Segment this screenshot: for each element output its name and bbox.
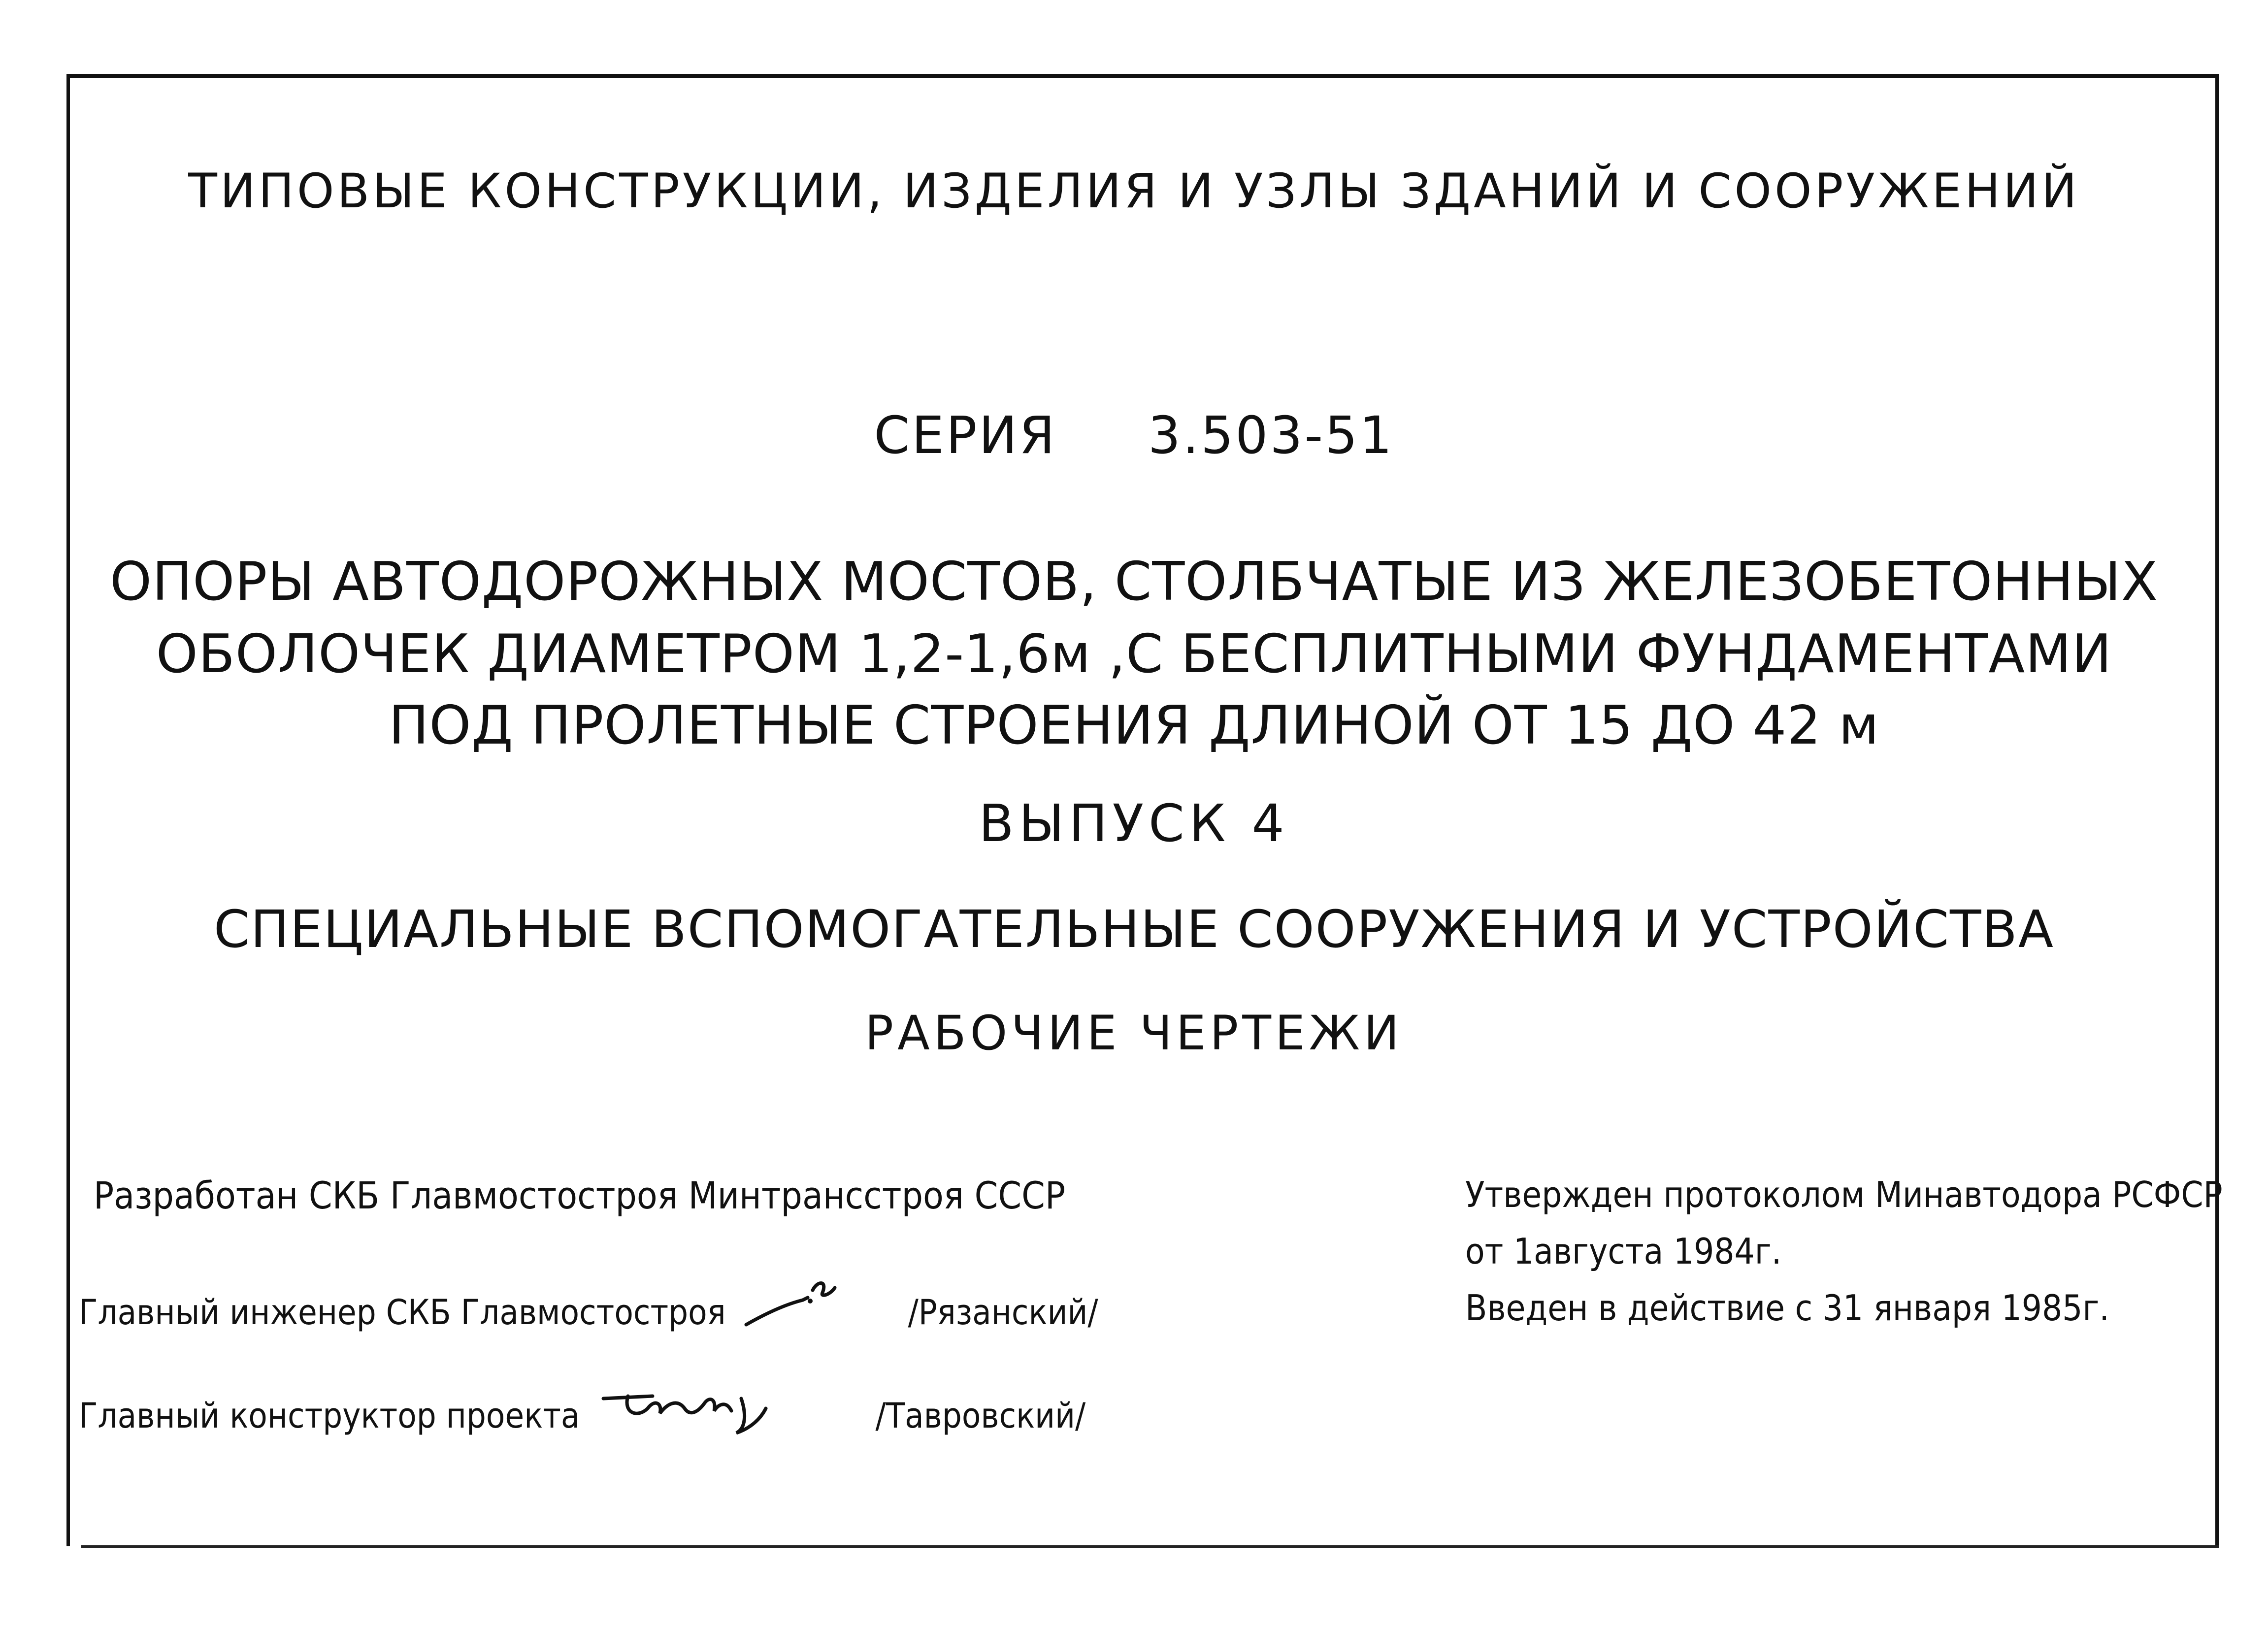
series-number: 3.503-51 xyxy=(1148,405,1394,465)
frame-bottom-border xyxy=(81,1545,2219,1548)
chief-engineer-line xyxy=(79,1292,1098,1333)
approval-line-2: от 1августа 1984г. xyxy=(1465,1231,1782,1272)
approval-line-3: Введен в действие с 31 января 1985г. xyxy=(1465,1287,2109,1329)
chief-designer-line xyxy=(79,1396,1086,1436)
chief-engineer-label: Главный инженер СКБ Главмостостроя xyxy=(79,1292,726,1333)
title-line-3: ПОД ПРОЛЕТНЫЕ СТРОЕНИЯ ДЛИНОЙ ОТ 15 ДО 42 м xyxy=(389,695,1879,756)
frame-top-border xyxy=(66,74,2219,78)
chief-engineer-signature xyxy=(744,1271,842,1335)
chief-designer-label: Главный конструктор проекта xyxy=(79,1396,580,1436)
chief-designer-signature xyxy=(598,1369,795,1438)
approval-line-1: Утвержден протоколом Минавтодора РСФСР xyxy=(1465,1174,2223,1215)
chief-designer-name: /Тавровский/ xyxy=(875,1396,1086,1436)
subtitle: СПЕЦИАЛЬНЫЕ ВСПОМОГАТЕЛЬНЫЕ СООРУЖЕНИЯ И УСТРОЙСТВА xyxy=(213,899,2055,959)
series-label: СЕРИЯ xyxy=(874,405,1057,465)
issue-number: ВЫПУСК 4 xyxy=(979,793,1289,853)
chief-engineer-name: /Рязанский/ xyxy=(908,1292,1098,1333)
document-header: ТИПОВЫЕ КОНСТРУКЦИИ, ИЗДЕЛИЯ И УЗЛЫ ЗДАНИЙ И СООРУЖЕНИЙ xyxy=(188,163,2080,219)
document-type: РАБОЧИЕ ЧЕРТЕЖИ xyxy=(865,1006,1403,1061)
series-line xyxy=(0,405,2268,465)
title-line-1: ОПОРЫ АВТОДОРОЖНЫХ МОСТОВ, СТОЛБЧАТЫЕ ИЗ ЖЕЛЕЗОБЕТОННЫХ xyxy=(110,551,2158,613)
developer-line: Разработан СКБ Главмостостроя Минтрансстроя СССР xyxy=(94,1173,1066,1217)
title-line-2: ОБОЛОЧЕК ДИАМЕТРОМ 1,2-1,6м ,С БЕСПЛИТНЫМИ ФУНДАМЕНТАМИ xyxy=(156,623,2112,685)
